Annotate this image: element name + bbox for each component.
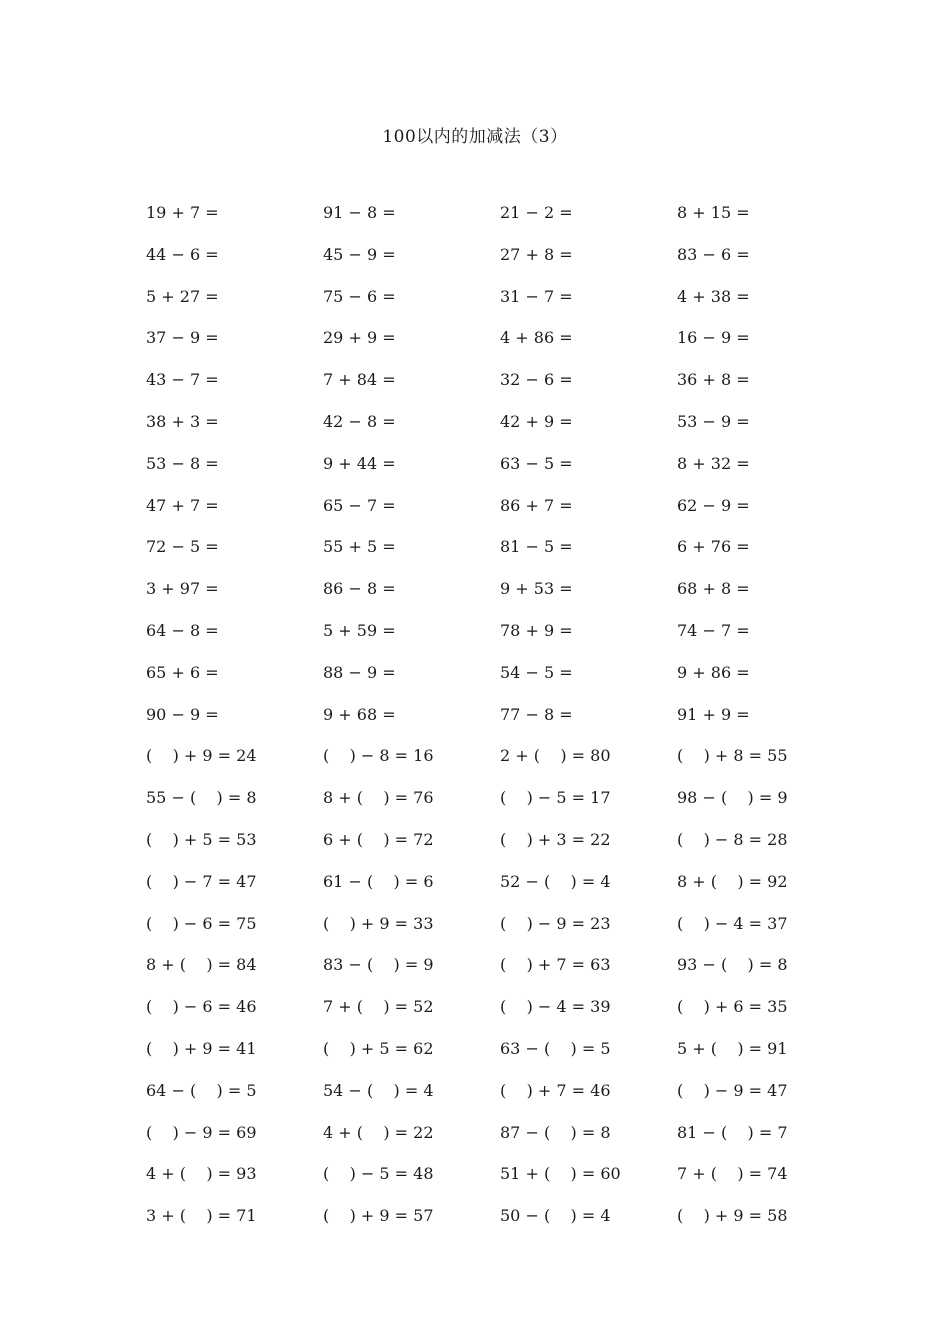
problem-item: 65 − 7 = xyxy=(323,495,396,515)
problem-item: 9 + 68 = xyxy=(323,704,396,724)
page-title: 100以内的加减法（3） xyxy=(382,127,568,147)
problem-item: 86 + 7 = xyxy=(500,495,573,515)
problem-item: 43 − 7 = xyxy=(146,370,219,390)
problem-item: ( ) − 6 = 46 xyxy=(146,997,257,1017)
problem-item: 9 + 44 = xyxy=(323,453,396,473)
problem-item: 3 + 97 = xyxy=(146,579,219,599)
problem-item: 4 + ( ) = 22 xyxy=(323,1122,434,1142)
problem-item: ( ) − 8 = 28 xyxy=(677,829,788,849)
problem-item: ( ) + 9 = 24 xyxy=(146,746,257,766)
problem-item: 68 + 8 = xyxy=(677,579,750,599)
problem-item: ( ) − 9 = 47 xyxy=(677,1080,788,1100)
problem-item: 42 + 9 = xyxy=(500,411,573,431)
problem-item: ( ) + 8 = 55 xyxy=(677,746,788,766)
problem-item: 91 − 8 = xyxy=(323,203,396,222)
problem-item: ( ) − 9 = 69 xyxy=(146,1122,257,1142)
problem-item: ( ) − 7 = 47 xyxy=(146,871,257,891)
problem-item: 55 − ( ) = 8 xyxy=(146,788,257,808)
problem-item: 31 − 7 = xyxy=(500,286,573,306)
problem-item: ( ) − 8 = 16 xyxy=(323,746,434,766)
problem-item: 7 + 84 = xyxy=(323,370,396,390)
problem-item: 4 + 38 = xyxy=(677,286,750,306)
problem-item: ( ) + 6 = 35 xyxy=(677,997,788,1017)
problem-item: 55 + 5 = xyxy=(323,537,396,557)
problem-item: ( ) − 9 = 23 xyxy=(500,913,611,933)
problem-item: 91 + 9 = xyxy=(677,704,750,724)
problem-item: 19 + 7 = xyxy=(146,203,219,222)
problem-item: ( ) + 9 = 41 xyxy=(146,1038,257,1058)
problem-item: 5 + 27 = xyxy=(146,286,219,306)
problem-item: ( ) + 3 = 22 xyxy=(500,829,611,849)
problem-item: ( ) − 5 = 48 xyxy=(323,1164,434,1184)
problem-item: ( ) − 4 = 37 xyxy=(677,913,788,933)
problem-item: 8 + 15 = xyxy=(677,203,750,222)
problem-item: 54 − 5 = xyxy=(500,662,573,682)
problem-item: 93 − ( ) = 8 xyxy=(677,955,788,975)
problem-item: 53 − 8 = xyxy=(146,453,219,473)
problem-item: 45 − 9 = xyxy=(323,244,396,264)
problem-item: 8 + ( ) = 84 xyxy=(146,955,257,975)
problem-item: 75 − 6 = xyxy=(323,286,396,306)
problem-item: 9 + 86 = xyxy=(677,662,750,682)
problem-item: 2 + ( ) = 80 xyxy=(500,746,611,766)
problem-item: 65 + 6 = xyxy=(146,662,219,682)
problem-item: ( ) + 9 = 58 xyxy=(677,1206,788,1226)
problem-item: 98 − ( ) = 9 xyxy=(677,788,788,808)
problem-item: 54 − ( ) = 4 xyxy=(323,1080,434,1100)
problem-item: ( ) + 5 = 53 xyxy=(146,829,257,849)
problem-item: 16 − 9 = xyxy=(677,328,750,348)
problem-item: 6 + ( ) = 72 xyxy=(323,829,434,849)
problem-item: 63 − 5 = xyxy=(500,453,573,473)
problem-item: 47 + 7 = xyxy=(146,495,219,515)
problem-item: 5 + ( ) = 91 xyxy=(677,1038,788,1058)
problem-item: 83 − 6 = xyxy=(677,244,750,264)
problem-item: 32 − 6 = xyxy=(500,370,573,390)
problem-item: 4 + ( ) = 93 xyxy=(146,1164,257,1184)
problem-item: 61 − ( ) = 6 xyxy=(323,871,434,891)
problem-item: 64 − ( ) = 5 xyxy=(146,1080,257,1100)
problem-item: 5 + 59 = xyxy=(323,620,396,640)
problem-item: 4 + 86 = xyxy=(500,328,573,348)
problem-item: 51 + ( ) = 60 xyxy=(500,1164,621,1184)
problem-item: 8 + 32 = xyxy=(677,453,750,473)
problem-item: ( ) − 6 = 75 xyxy=(146,913,257,933)
problem-item: 50 − ( ) = 4 xyxy=(500,1206,611,1226)
problem-item: ( ) + 7 = 63 xyxy=(500,955,611,975)
problem-item: 8 + ( ) = 92 xyxy=(677,871,788,891)
problem-item: 6 + 76 = xyxy=(677,537,750,557)
problem-item: 90 − 9 = xyxy=(146,704,219,724)
problem-item: 83 − ( ) = 9 xyxy=(323,955,434,975)
problem-item: ( ) − 4 = 39 xyxy=(500,997,611,1017)
problem-item: 77 − 8 = xyxy=(500,704,573,724)
problem-item: 42 − 8 = xyxy=(323,411,396,431)
problem-item: 38 + 3 = xyxy=(146,411,219,431)
problem-item: 63 − ( ) = 5 xyxy=(500,1038,611,1058)
problem-item: 29 + 9 = xyxy=(323,328,396,348)
problem-item: ( ) + 7 = 46 xyxy=(500,1080,611,1100)
problem-item: ( ) + 9 = 33 xyxy=(323,913,434,933)
problem-item: ( ) + 9 = 57 xyxy=(323,1206,434,1226)
problem-item: 27 + 8 = xyxy=(500,244,573,264)
problem-item: 87 − ( ) = 8 xyxy=(500,1122,611,1142)
problem-item: 81 − 5 = xyxy=(500,537,573,557)
problem-item: 7 + ( ) = 52 xyxy=(323,997,434,1017)
problem-item: ( ) − 5 = 17 xyxy=(500,788,611,808)
problem-item: 7 + ( ) = 74 xyxy=(677,1164,788,1184)
problem-item: 81 − ( ) = 7 xyxy=(677,1122,788,1142)
problem-item: 62 − 9 = xyxy=(677,495,750,515)
problem-item: 36 + 8 = xyxy=(677,370,750,390)
problem-item: 37 − 9 = xyxy=(146,328,219,348)
problem-item: 78 + 9 = xyxy=(500,620,573,640)
problem-item: 52 − ( ) = 4 xyxy=(500,871,611,891)
problem-item: 8 + ( ) = 76 xyxy=(323,788,434,808)
problem-item: 86 − 8 = xyxy=(323,579,396,599)
problem-item: 64 − 8 = xyxy=(146,620,219,640)
problem-item: 72 − 5 = xyxy=(146,537,219,557)
problem-grid xyxy=(146,200,866,1245)
problem-item: 9 + 53 = xyxy=(500,579,573,599)
problem-item: 3 + ( ) = 71 xyxy=(146,1206,257,1226)
problem-item: ( ) + 5 = 62 xyxy=(323,1038,434,1058)
problem-item: 88 − 9 = xyxy=(323,662,396,682)
problem-item: 44 − 6 = xyxy=(146,244,219,264)
problem-item: 74 − 7 = xyxy=(677,620,750,640)
problem-item: 21 − 2 = xyxy=(500,203,573,222)
problem-item: 53 − 9 = xyxy=(677,411,750,431)
